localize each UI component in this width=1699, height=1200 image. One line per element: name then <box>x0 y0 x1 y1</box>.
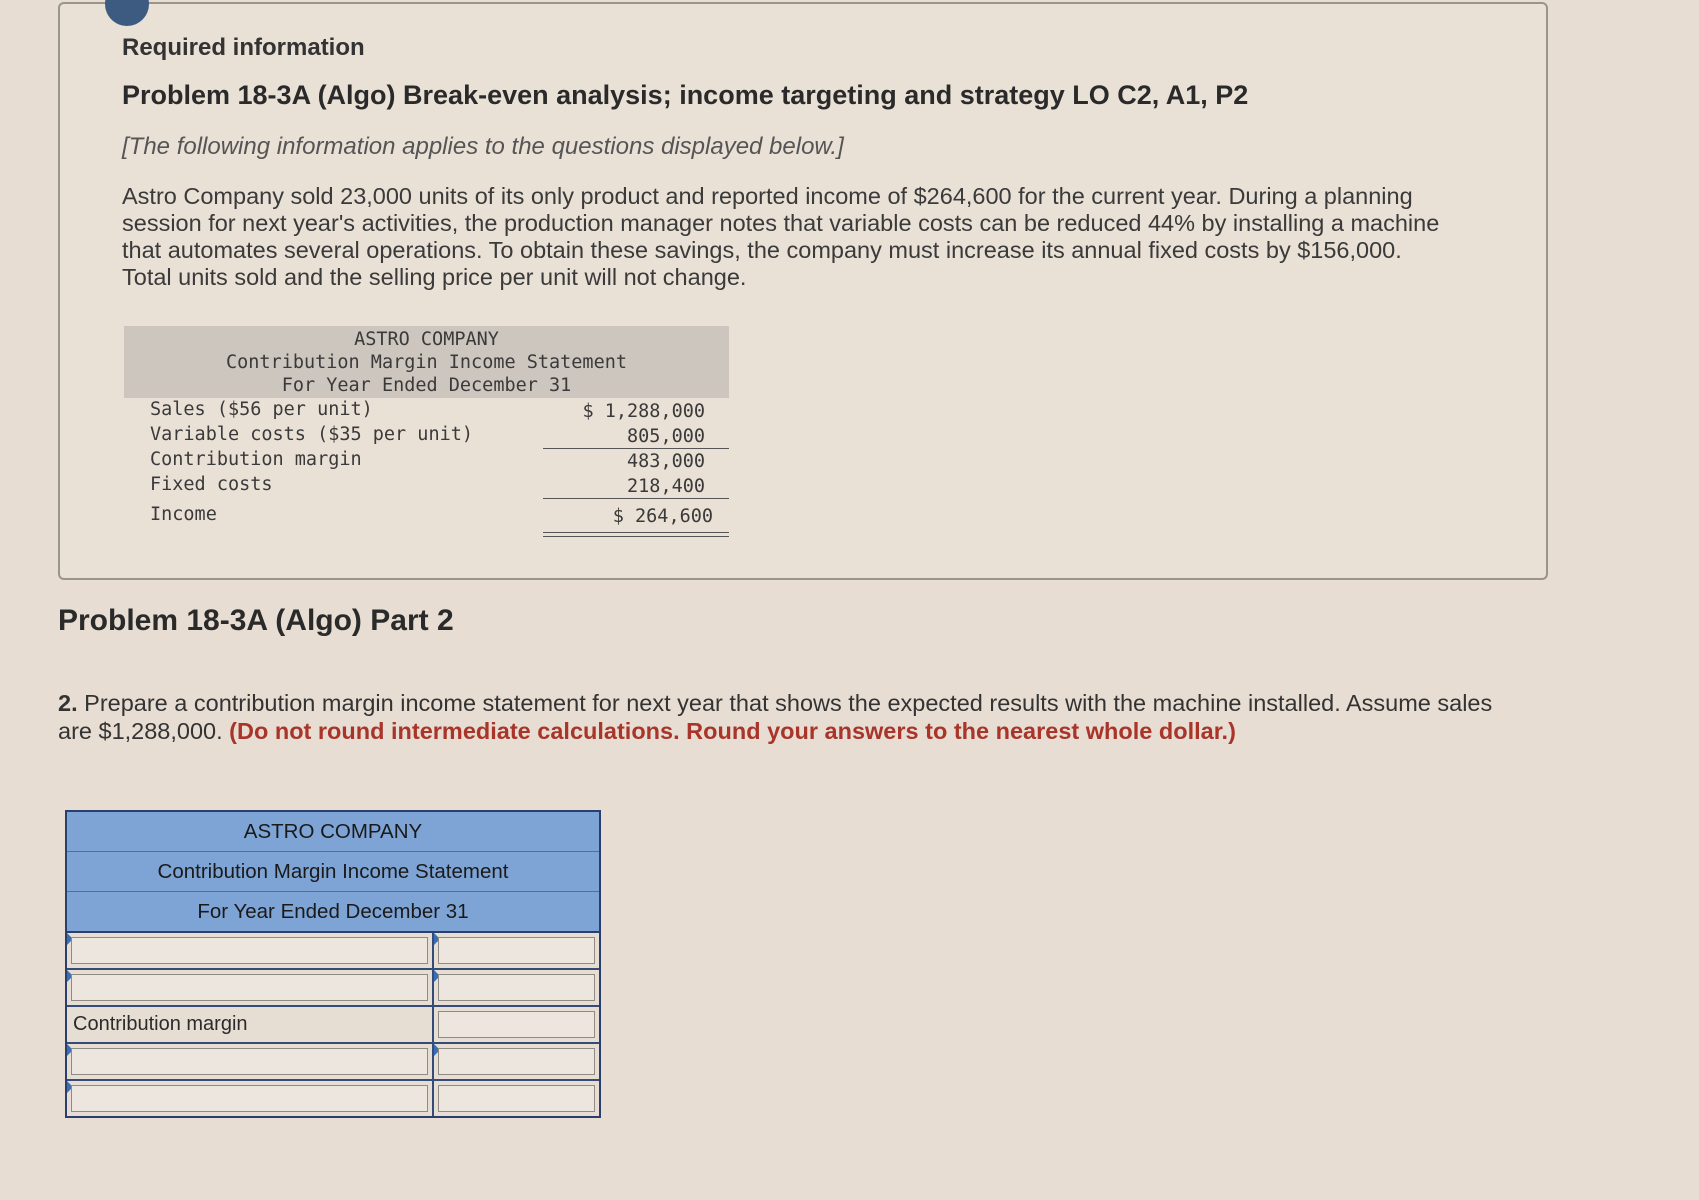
given-row-contribution-margin <box>124 448 729 473</box>
given-statement-name: Contribution Margin Income Statement <box>226 352 627 373</box>
given-label-sales: Sales ($56 per unit) <box>150 399 373 420</box>
answer-statement-name: Contribution Margin Income Statement <box>67 852 599 892</box>
contribution-margin-amount-cell[interactable] <box>434 1007 599 1042</box>
amount-cell[interactable] <box>434 1081 599 1116</box>
amount-cell[interactable] <box>434 970 599 1005</box>
answer-income-statement <box>65 810 601 1118</box>
required-information-label: Required information <box>122 34 365 61</box>
given-amount-variable-costs: 805,000 <box>627 426 705 447</box>
label-select[interactable] <box>71 974 428 1001</box>
problem-title: Problem 18-3A (Algo) Break-even analysis; income targeting and strategy LO C2, A1, P2 <box>122 80 1249 110</box>
label-select[interactable] <box>71 1048 428 1075</box>
answer-row <box>67 1079 599 1116</box>
answer-row <box>67 931 599 968</box>
amount-input[interactable] <box>438 1085 595 1112</box>
amount-input[interactable] <box>438 1011 595 1038</box>
double-underline-top <box>543 532 729 533</box>
given-income-statement <box>124 326 729 532</box>
given-statement-header <box>124 326 729 398</box>
label-dropdown[interactable] <box>67 970 434 1005</box>
question-instruction: (Do not round intermediate calculations. Round your answers to the nearest whole dollar.) <box>229 718 1236 744</box>
question-number: 2. <box>58 690 78 716</box>
problem-narrative: Astro Company sold 23,000 units of its only product and reported income of $264,600 for the current year. During a planning session for next year's activities, the production manager notes that variable costs can be reduced 44% by installing a machine that automates several operations. To obtain these savings, the company must increase its annual fixed costs by $156,000. Total units sold and the selling price per unit will not change. <box>122 183 1440 290</box>
given-company-name: ASTRO COMPANY <box>354 329 499 350</box>
given-period: For Year Ended December 31 <box>281 375 572 396</box>
given-amount-income: $ 264,600 <box>612 506 713 527</box>
label-dropdown[interactable] <box>67 933 434 968</box>
amount-input[interactable] <box>438 1048 595 1075</box>
given-label-variable-costs: Variable costs ($35 per unit) <box>150 424 474 445</box>
given-amount-fixed-costs: 218,400 <box>627 476 705 497</box>
given-row-income <box>124 498 729 532</box>
given-amount-sales: $ 1,288,000 <box>582 401 705 422</box>
answer-period: For Year Ended December 31 <box>67 892 599 931</box>
given-label-contribution-margin: Contribution margin <box>150 449 362 470</box>
given-row-fixed-costs <box>124 473 729 498</box>
given-label-fixed-costs: Fixed costs <box>150 474 273 495</box>
double-underline-bottom <box>543 536 729 537</box>
label-dropdown[interactable] <box>67 1081 434 1116</box>
answer-row-contribution-margin <box>67 1005 599 1042</box>
amount-input[interactable] <box>438 937 595 964</box>
applies-note: [The following information applies to the questions displayed below.] <box>122 133 844 160</box>
given-amount-contribution-margin: 483,000 <box>627 451 705 472</box>
given-row-sales <box>124 398 729 423</box>
question-body: Prepare a contribution margin income statement for next year that shows the expected results with the machine installed. Assume sales are $1,288,000. <box>58 690 1493 744</box>
info-badge-icon <box>105 0 149 26</box>
amount-cell[interactable] <box>434 1044 599 1079</box>
label-dropdown[interactable] <box>67 1044 434 1079</box>
question-text <box>58 689 1528 745</box>
answer-company-name: ASTRO COMPANY <box>67 812 599 852</box>
given-label-income: Income <box>150 504 217 525</box>
answer-row <box>67 1042 599 1079</box>
amount-cell[interactable] <box>434 933 599 968</box>
given-row-variable-costs <box>124 423 729 448</box>
label-select[interactable] <box>71 937 428 964</box>
amount-input[interactable] <box>438 974 595 1001</box>
label-select[interactable] <box>71 1085 428 1112</box>
answer-row <box>67 968 599 1005</box>
contribution-margin-label: Contribution margin <box>67 1007 434 1042</box>
part-title: Problem 18-3A (Algo) Part 2 <box>58 604 454 637</box>
